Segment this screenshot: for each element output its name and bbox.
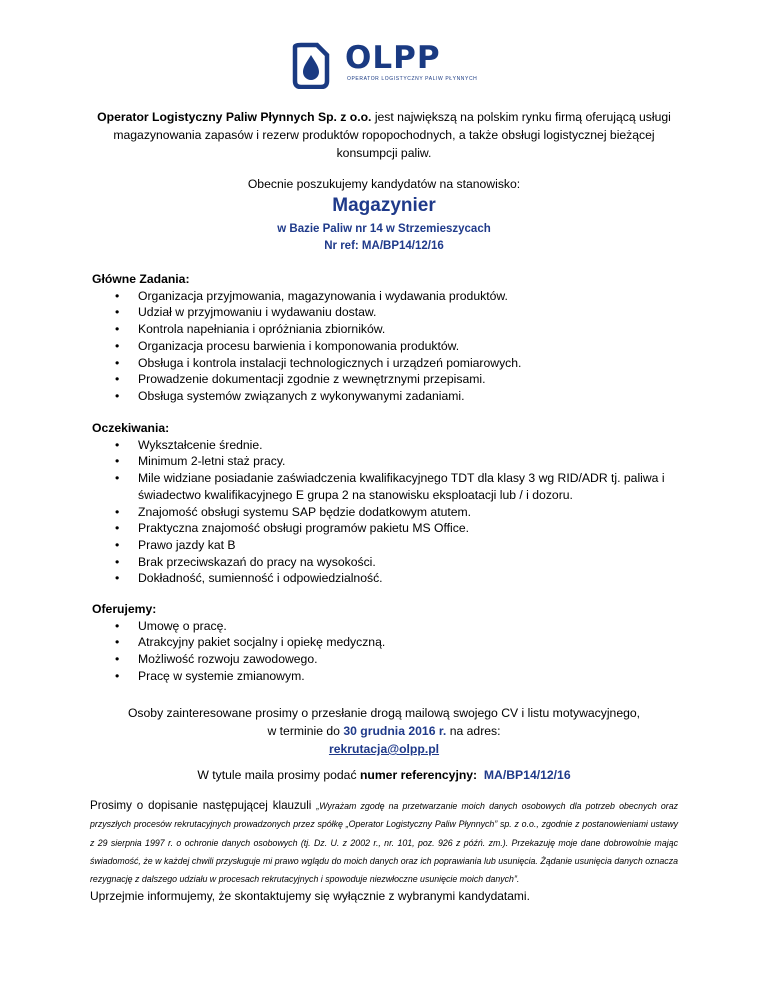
olpp-logo xyxy=(287,37,487,91)
expectations-heading: Oczekiwania: xyxy=(92,421,170,435)
list-item: • Praktyczna znajomość obsługi programów pakietu MS Office. xyxy=(115,521,470,536)
list-item: • Dokładność, sumienność i odpowiedzialność. xyxy=(115,571,383,586)
clause-text: „Wyrażam zgodę na przetwarzanie moich danych osobowych dla potrzeb obecnych oraz przyszłych procesów rekrutacyjnych prowadzonych przez spółkę „Operator Logistyczny Paliw Płynnych” sp. z o.o., zgodnie z postanowieniami ustawy z 29 sierpnia 1997 r. o ochronie danych osobowych (tj. Dz. U. z 2002 r., nr. 101, poz. 926 z późń. zm.). Przekazuję moje dane dobrowolnie mając świadomość, że w każdej chwili przysługuje mi prawo wglądu do moich danych oraz ich poprawiania lub usunięcia. Żądanie usunięcia danych oznacza rezygnację z dalszego udziału w procesach rekrutacyjnych i spowoduje niezwłoczne usunięcie moich danych xyxy=(90,801,678,885)
job-location-block xyxy=(90,221,678,255)
email-link[interactable]: rekrutacja@olpp.pl xyxy=(328,742,440,756)
company-intro xyxy=(90,108,678,162)
apply-line-1: Osoby zainteresowane prosimy o przesłanie drogą mailową swojego CV i listu motywacyjnego, xyxy=(127,706,641,720)
job-title: Magazynier xyxy=(332,195,436,216)
reference-label: numer referencyjny: xyxy=(359,768,478,782)
company-name: Operator Logistyczny Paliw Płynnych Sp. z o.o. xyxy=(97,110,372,124)
offer-list xyxy=(92,618,692,685)
logo-tagline: OPERATOR LOGISTYCZNY PALIW PŁYNNYCH xyxy=(347,76,478,82)
list-item: • Znajomość obsługi systemu SAP będzie dodatkowym atutem. xyxy=(115,504,472,519)
job-reference: Nr ref: MA/BP14/12/16 xyxy=(324,240,444,252)
offer-heading: Oferujemy: xyxy=(92,602,157,616)
clause-lead: Prosimy o dopisanie następującej klauzuli xyxy=(90,799,317,812)
reference-number: MA/BP14/12/16 xyxy=(483,768,571,782)
list-item: • Organizacja przyjmowania, magazynowania i wydawania produktów. xyxy=(115,288,508,303)
job-location: w Bazie Paliw nr 14 w Strzemieszycach xyxy=(277,223,491,235)
list-item: • Brak przeciwskazań do pracy na wysokości. xyxy=(115,554,376,569)
company-description: jest największą na polskim rynku firmą oferującą usługi magazynowania zapasów i rezerw produktów ropopochodnych, a także obsługi logistycznej bieżącej konsumpcji paliw. xyxy=(113,110,671,160)
tasks-section xyxy=(92,271,692,405)
list-item: • Mile widziane posiadanie zaświadczenia kwalifikacyjnego TDT dla klasy 3 wg RID/ADR tj. paliwa i świadectwo kwalifikacyjnego E grupa 2 na stanowisku eksploatacji lub / i dozoru. xyxy=(115,471,665,502)
list-item: • Organizacja procesu barwienia i komponowania produktów. xyxy=(115,338,460,353)
list-item: • Minimum 2-letni staż pracy. xyxy=(115,454,286,469)
search-text: Obecnie poszukujemy kandydatów na stanowisko: xyxy=(247,177,521,191)
expectations-section xyxy=(92,420,692,587)
apply-line-2: w terminie do 30 grudnia 2016 r. na adres: xyxy=(267,724,501,738)
consent-clause: Prosimy o dopisanie następującej klauzuli „Wyrażam zgodę na przetwarzanie moich danych osobowych dla potrzeb obecnych oraz przyszłych procesów rekrutacyjnych prowadzonych przez spółkę „Operator Logistyczny Paliw Płynnych” sp. z o.o., zgodnie z postanowieniami ustawy z 29 sierpnia 1997 r. o ochronie danych osobowych (tj. Dz. U. z 2002 r., nr. 101, poz. 926 z późń. zm.). Przekazuję moje dane dobrowolnie mając świadomość, że w każdej chwili przysługuje mi prawo wglądu do moich danych oraz ich poprawiania lub usunięcia. Żądanie usunięcia danych oznacza rezygnację z dalszego udziału w procesach rekrutacyjnych i spowoduje niezwłoczne usunięcie moich danych”. xyxy=(90,799,678,885)
list-item: • Obsługa i kontrola instalacji technologicznych i urządzeń pomiarowych. xyxy=(115,355,522,370)
list-item: • Atrakcyjny pakiet socjalny i opiekę medyczną. xyxy=(115,635,386,650)
list-item: • Pracę w systemie zmianowym. xyxy=(115,668,305,683)
list-item: • Kontrola napełniania i opróżniania zbiorników. xyxy=(115,322,386,337)
deadline: 30 grudnia 2016 r. xyxy=(343,724,447,738)
logo-wordmark: OLPP xyxy=(345,40,441,76)
list-item: • Umowę o pracę. xyxy=(115,618,227,633)
expectations-list xyxy=(92,437,692,587)
list-item: • Udział w przyjmowaniu i wydawaniu dostaw. xyxy=(115,305,377,320)
list-item: • Wykształcenie średnie. xyxy=(115,437,263,452)
tasks-heading: Główne Zadania: xyxy=(92,272,190,286)
fuel-drop-logo-icon xyxy=(287,41,335,89)
offer-section xyxy=(92,601,692,685)
list-item: • Obsługa systemów związanych z wykonywanymi zadaniami. xyxy=(115,388,465,403)
tasks-list xyxy=(92,288,692,405)
apply-instructions xyxy=(60,704,708,758)
list-item: • Prowadzenie dokumentacji zgodnie z wewnętrznymi przepisami. xyxy=(115,372,486,387)
final-note: Uprzejmie informujemy, że skontaktujemy się wyłącznie z wybranymi kandydatami. xyxy=(90,889,530,903)
list-item: • Prawo jazdy kat B xyxy=(115,537,236,552)
list-item: • Możliwość rozwoju zawodowego. xyxy=(115,652,318,667)
subject-instructions: W tytule maila prosimy podać numer referencyjny: MA/BP14/12/16 xyxy=(197,768,571,782)
